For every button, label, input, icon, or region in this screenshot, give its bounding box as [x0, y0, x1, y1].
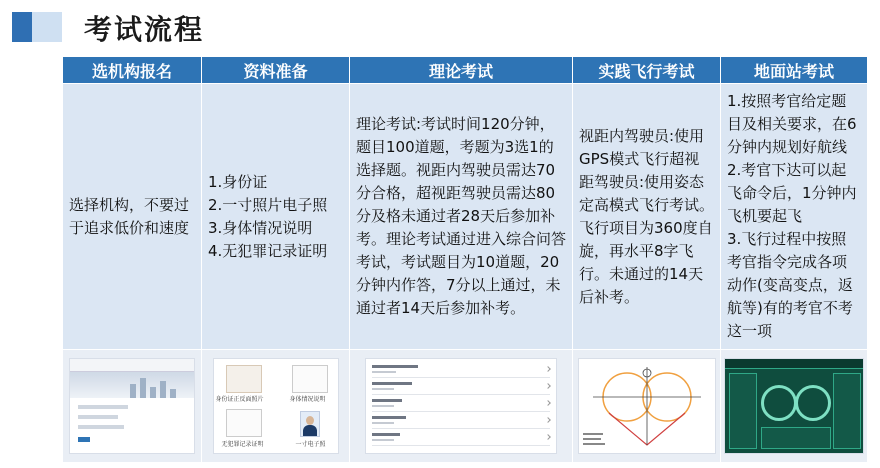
- list-divider: [372, 394, 550, 395]
- header-register: 选机构报名: [63, 57, 202, 84]
- header-documents: 资料准备: [202, 57, 350, 84]
- chevron-right-icon: [545, 434, 551, 440]
- text-row: [63, 84, 868, 350]
- list-item-sub: [372, 439, 394, 441]
- website-form-line: [78, 415, 118, 419]
- list-item-title: [372, 416, 406, 419]
- flight-path-ring-right: [795, 385, 831, 421]
- portrait-photo-caption: 一寸电子照: [295, 441, 326, 448]
- ground-station-right-panel: [833, 373, 861, 449]
- exam-flow-table: [62, 56, 868, 463]
- cell-ground-station-exam: [721, 84, 868, 350]
- list-item-title: [372, 365, 418, 368]
- cell-documents: [202, 84, 350, 350]
- chevron-right-icon: [545, 366, 551, 372]
- website-form-line: [78, 405, 128, 409]
- title-accent-dark: [12, 12, 32, 42]
- list-divider: [372, 428, 550, 429]
- ground-station-header: [725, 359, 863, 369]
- city-building: [150, 387, 156, 398]
- thumb-cell-register: [63, 350, 202, 463]
- city-building: [140, 378, 146, 398]
- website-form-line: [78, 425, 124, 429]
- list-item-title: [372, 433, 400, 436]
- portrait-photo-image: [300, 411, 320, 437]
- chevron-right-icon: [545, 417, 551, 423]
- website-submit-button: [78, 437, 90, 442]
- thumb-cell-flight: [573, 350, 721, 463]
- page-title: 考试流程: [84, 13, 205, 46]
- header-row: [63, 57, 868, 84]
- title-accent-light: [32, 12, 62, 42]
- list-item-title: [372, 399, 402, 402]
- city-building: [130, 384, 136, 398]
- website-banner: [70, 372, 194, 398]
- ground-station-bottom-panel: [761, 427, 831, 449]
- cell-ground-text: 1.按照考官给定题目及相关要求，在6分钟内规划好航线 2.考官下达可以起飞命令后，1分钟内飞机要起飞 3.飞行过程中按照考官指令完成各项动作(变高变点，返航等)有的考官不考这一项: [727, 92, 857, 340]
- cell-register-text: 选择机构，不要过于追求低价和速度: [69, 195, 190, 237]
- header-theory-exam: 理论考试: [350, 57, 573, 84]
- flight-pattern-diagram: [578, 358, 716, 454]
- list-item-sub: [372, 422, 394, 424]
- chevron-right-icon: [545, 383, 551, 389]
- city-building: [170, 389, 176, 398]
- health-statement-image: [292, 365, 328, 393]
- thumb-cell-ground: [721, 350, 868, 463]
- cell-theory-text: 理论考试:考试时间120分钟，题目100道题，考题为3选1的选择题。视距内驾驶员需达70分合格，超视距驾驶员需达80分及格未通过者28天后参加补考。理论考试通过进入综合问答考试，考试题目为10道题，20分钟内作答，7分以上通过，未通过者14天后参加补考。: [356, 115, 567, 317]
- list-item-title: [372, 382, 412, 385]
- theory-question-list-screenshot: [365, 358, 557, 454]
- id-card-caption: 身份证正反面照片: [215, 396, 264, 403]
- flight-path-ring-left: [761, 385, 797, 421]
- documents-collage: [213, 358, 339, 454]
- thumb-cell-theory: [350, 350, 573, 463]
- id-card-image: [226, 365, 262, 393]
- list-divider: [372, 377, 550, 378]
- health-statement-caption: 身体情况说明: [289, 396, 326, 403]
- list-item-sub: [372, 405, 394, 407]
- cell-flight-text: 视距内驾驶员:使用GPS模式飞行超视距驾驶员:使用姿态定高模式飞行考试。飞行项目为360度自旋，再水平8字飞行。未通过的14天后补考。: [579, 126, 715, 306]
- no-crime-certificate-caption: 无犯罪记录证明: [221, 441, 264, 448]
- ground-station-screenshot: [724, 358, 864, 454]
- cell-register: [63, 84, 202, 350]
- city-building: [160, 381, 166, 398]
- list-item-sub: [372, 388, 394, 390]
- thumb-cell-documents: [202, 350, 350, 463]
- header-flight-exam: 实践飞行考试: [573, 57, 721, 84]
- list-divider: [372, 411, 550, 412]
- image-row: [63, 350, 868, 463]
- cell-flight-exam: [573, 84, 721, 350]
- figure-eight-diagram: [579, 359, 715, 453]
- no-crime-certificate-image: [226, 409, 262, 437]
- chevron-right-icon: [545, 400, 551, 406]
- registration-website-screenshot: [69, 358, 195, 454]
- cell-theory-exam: [350, 84, 573, 350]
- cell-documents-text: 1.身份证 2.一寸照片电子照 3.身体情况说明 4.无犯罪记录证明: [208, 172, 328, 260]
- website-header: [70, 359, 194, 372]
- list-divider: [372, 445, 550, 446]
- title-bar: [0, 0, 880, 56]
- ground-station-left-panel: [729, 373, 757, 449]
- header-ground-station-exam: 地面站考试: [721, 57, 868, 84]
- list-item-sub: [372, 371, 396, 373]
